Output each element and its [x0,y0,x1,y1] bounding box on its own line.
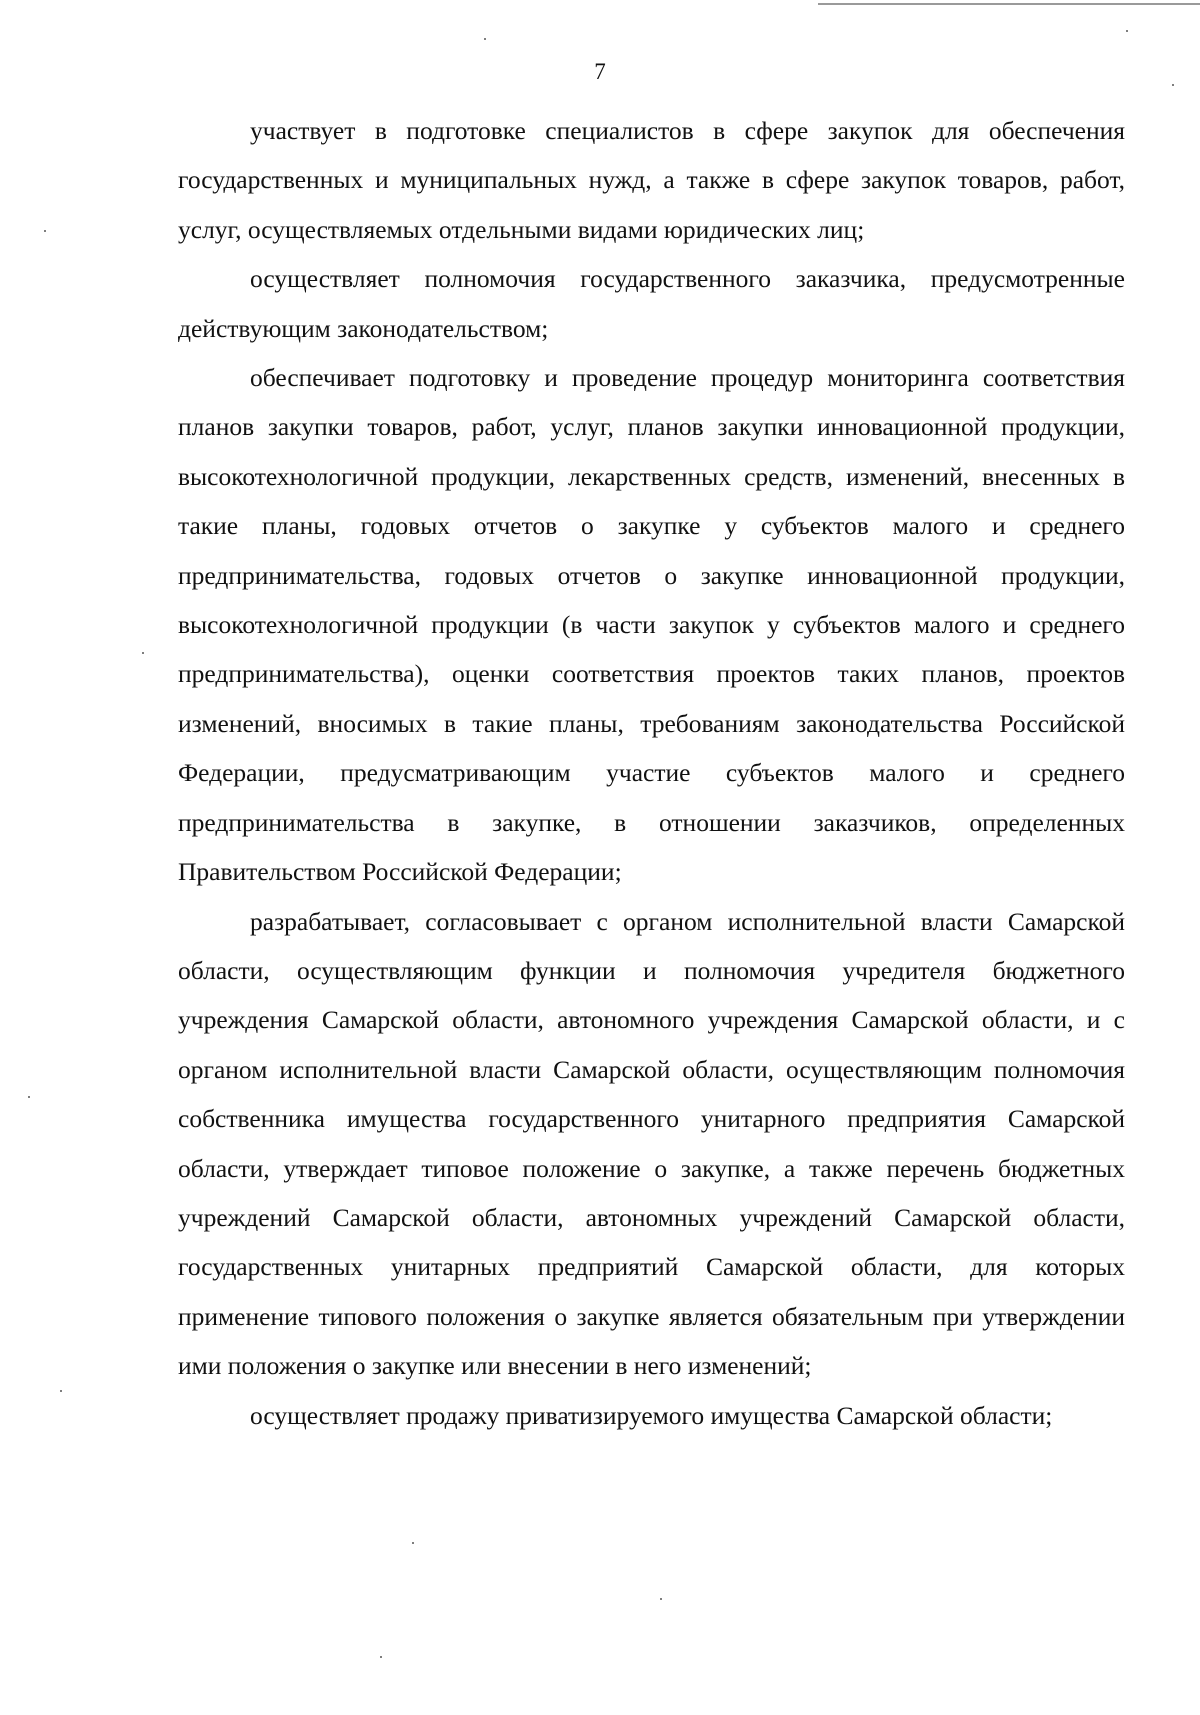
document-body [178,106,1125,1440]
scan-speck [412,1542,414,1544]
paragraph-state-customer-powers: осуществляет полномочия государственного заказчика, предусмотренные действующим законодательством; [178,264,1125,343]
scan-speck [484,38,486,40]
page-number: 7 [594,59,606,84]
scan-speck [28,1096,30,1098]
scan-speck [60,1390,62,1392]
paragraph-monitoring-procedures: обеспечивает подготовку и проведение процедур мониторинга соответствия планов закупки товаров, работ, услуг, планов закупки инновационной продукции, высокотехнологичной продукции, лекарственных средств, изменений, внесенных в такие планы, годовых отчетов о закупке у субъектов малого и среднего предпринимательства, годовых отчетов о закупке инновационной продукции, высокотехнологичной продукции (в части закупок у субъектов малого и среднего предпринимательства), оценки соответствия проектов таких планов, проектов изменений, вносимых в такие планы, требованиям законодательства Российской Федерации, предусматривающим участие субъектов малого и среднего предпринимательства в закупке, в отношении заказчиков, определенных Правительством Российской Федерации; [178,363,1125,887]
scan-speck [380,1656,382,1658]
paragraph-privatized-property-sale: осуществляет продажу приватизируемого имущества Самарской области; [250,1400,1053,1430]
paragraph-procurement-training: участвует в подготовке специалистов в сфере закупок для обеспечения государственных и муниципальных нужд, а также в сфере закупок товаров, работ, услуг, осуществляемых отдельными видами юридических лиц; [178,116,1125,244]
paragraph-model-procurement-regulation: разрабатывает, согласовывает с органом исполнительной власти Самарской области, осуществляющим функции и полномочия учредителя бюджетного учреждения Самарской области, автономного учреждения Самарской области, и с органом исполнительной власти Самарской области, осуществляющим полномочия собственника имущества государственного унитарного предприятия Самарской области, утверждает типовое положение о закупке, а также перечень бюджетных учреждений Самарской области, автономных учреждений Самарской области, государственных унитарных предприятий Самарской области, для которых применение типового положения о закупке является обязательным при утверждении ими положения о закупке или внесении в него изменений; [178,906,1125,1381]
scan-speck [1126,30,1128,32]
scan-speck [142,652,144,654]
scan-edge-line [818,3,1200,5]
scan-speck [660,1598,662,1600]
scan-speck [44,230,46,232]
